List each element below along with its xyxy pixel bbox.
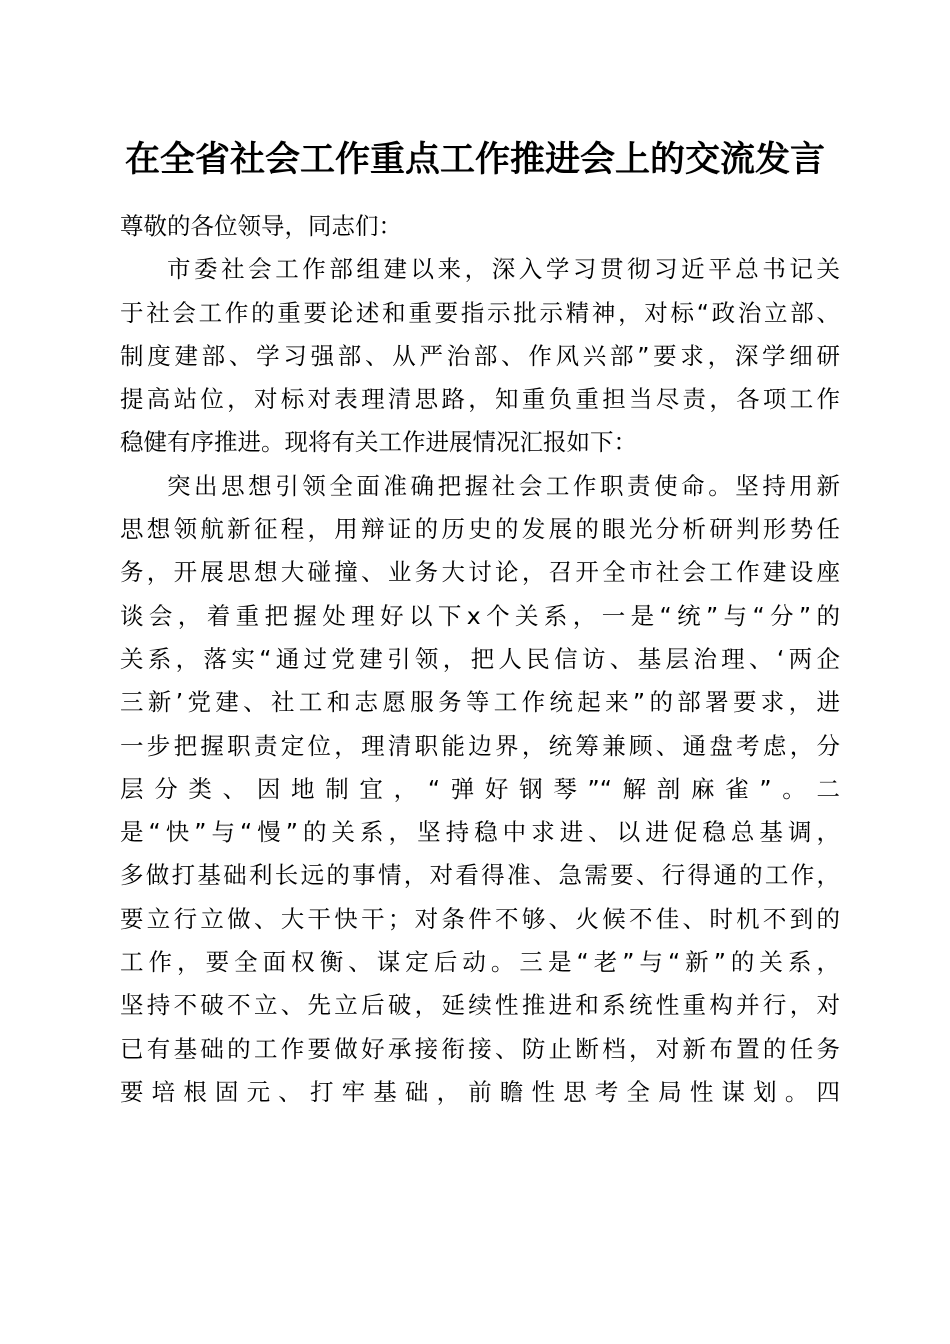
paragraph-line: 一步把握职责定位，理清职能边界，统筹兼顾、通盘考虑，分 — [120, 731, 840, 760]
paragraph-line: 谈会，着重把握处理好以下x个关系，一是“统”与“分”的 — [120, 601, 840, 630]
paragraph-line: 思想领航新征程，用辩证的历史的发展的眼光分析研判形势任 — [120, 515, 840, 544]
paragraph-line: 市委社会工作部组建以来，深入学习贯彻习近平总书记关 — [167, 255, 840, 284]
paragraph-line: 要立行立做、大干快干；对条件不够、火候不佳、时机不到的 — [120, 904, 840, 933]
document-title: 在全省社会工作重点工作推进会上的交流发言 — [124, 139, 825, 180]
paragraph-line: 关系，落实“通过党建引领，把人民信访、基层治理、‘两企 — [120, 644, 840, 673]
paragraph-line: 务，开展思想大碰撞、业务大讨论，召开全市社会工作建设座 — [120, 558, 840, 587]
salutation-line: 尊敬的各位领导，同志们： — [120, 212, 402, 240]
paragraph-line: 坚持不破不立、先立后破，延续性推进和系统性重构并行，对 — [120, 991, 840, 1020]
paragraph-line: 突出思想引领全面准确把握社会工作职责使命。坚持用新 — [167, 471, 840, 500]
paragraph-line: 要培根固元、打牢基础，前瞻性思考全局性谋划。四 — [120, 1077, 840, 1106]
paragraph-line: 已有基础的工作要做好承接衔接、防止断档，对新布置的任务 — [120, 1034, 840, 1063]
paragraph-line: 三新’党建、社工和志愿服务等工作统起来”的部署要求，进 — [120, 688, 840, 717]
paragraph-line: 制度建部、学习强部、从严治部、作风兴部”要求，深学细研 — [120, 341, 840, 370]
paragraph-line: 提高站位，对标对表理清思路，知重负重担当尽责，各项工作 — [120, 385, 840, 414]
paragraph-line: 是“快”与“慢”的关系，坚持稳中求进、以进促稳总基调， — [120, 818, 840, 847]
paragraph-line: 于社会工作的重要论述和重要指示批示精神，对标“政治立部、 — [120, 298, 840, 327]
paragraph-line: 稳健有序推进。现将有关工作进展情况汇报如下： — [120, 428, 637, 457]
paragraph-line: 层分类、因地制宜，“弹好钢琴”“解剖麻雀”。二 — [120, 774, 840, 803]
paragraph-line: 多做打基础利长远的事情，对看得准、急需要、行得通的工作， — [120, 861, 840, 890]
document-body — [120, 205, 840, 1114]
paragraph-line: 工作，要全面权衡、谋定后动。三是“老”与“新”的关系， — [120, 948, 840, 977]
